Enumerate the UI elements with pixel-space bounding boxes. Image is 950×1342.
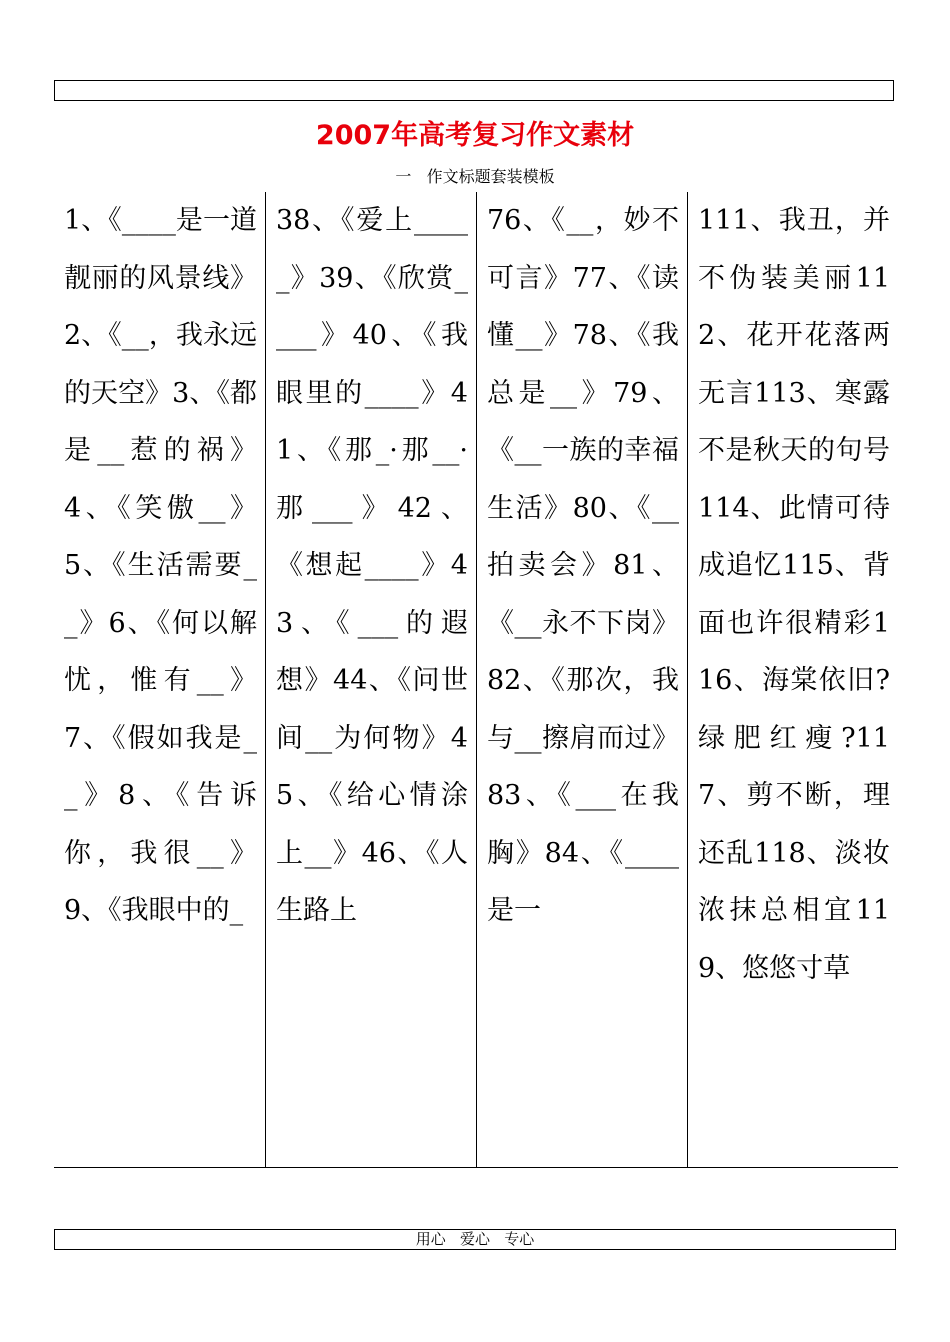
- page-footer: 用心 爱心 专心: [54, 1229, 896, 1250]
- table-column-3: [476, 192, 687, 1167]
- column-4-text: 111、我丑，并不伪装美丽112、花开花落两无言113、寒露不是秋天的句号114、此情可待成追忆115、背面也许很精彩116、海棠依旧?绿肥红瘦?117、剪不断，理还乱118、淡妆浓抹总相宜119、悠悠寸草: [698, 205, 890, 984]
- document-title: 2007年高考复习作文素材: [315, 120, 635, 151]
- table-column-2: [265, 192, 476, 1167]
- column-2-text: 38、《爱上_____》39、《欣赏____》40、《我眼里的____》41、《那_·那__·那___》42、《想起____》43、《___的遐想》44、《问世间__为何物》45、《给心情涂上__》46、《人生路上: [276, 205, 468, 926]
- column-3-text: 76、《__，妙不可言》77、《读懂__》78、《我总是__》79、《__一族的幸福生活》80、《__拍卖会》81、《__永不下岗》82、《那次，我与__擦肩而过》83、《___在我胸》84、《____是一: [487, 205, 679, 926]
- title-template-table: [54, 192, 898, 1168]
- table-column-1: [54, 192, 265, 1167]
- page-header-box: [54, 80, 894, 101]
- column-1-text: 1、《____是一道靓丽的风景线》2、《__，我永远的天空》3、《都是__惹的祸》4、《笑傲__》5、《生活需要__》6、《何以解忧，惟有__》7、《假如我是__》8、《告诉你，我很__》9、《我眼中的_: [64, 205, 257, 926]
- section-heading: 一 作文标题套装模板: [395, 167, 555, 186]
- table-column-4: [687, 192, 898, 1167]
